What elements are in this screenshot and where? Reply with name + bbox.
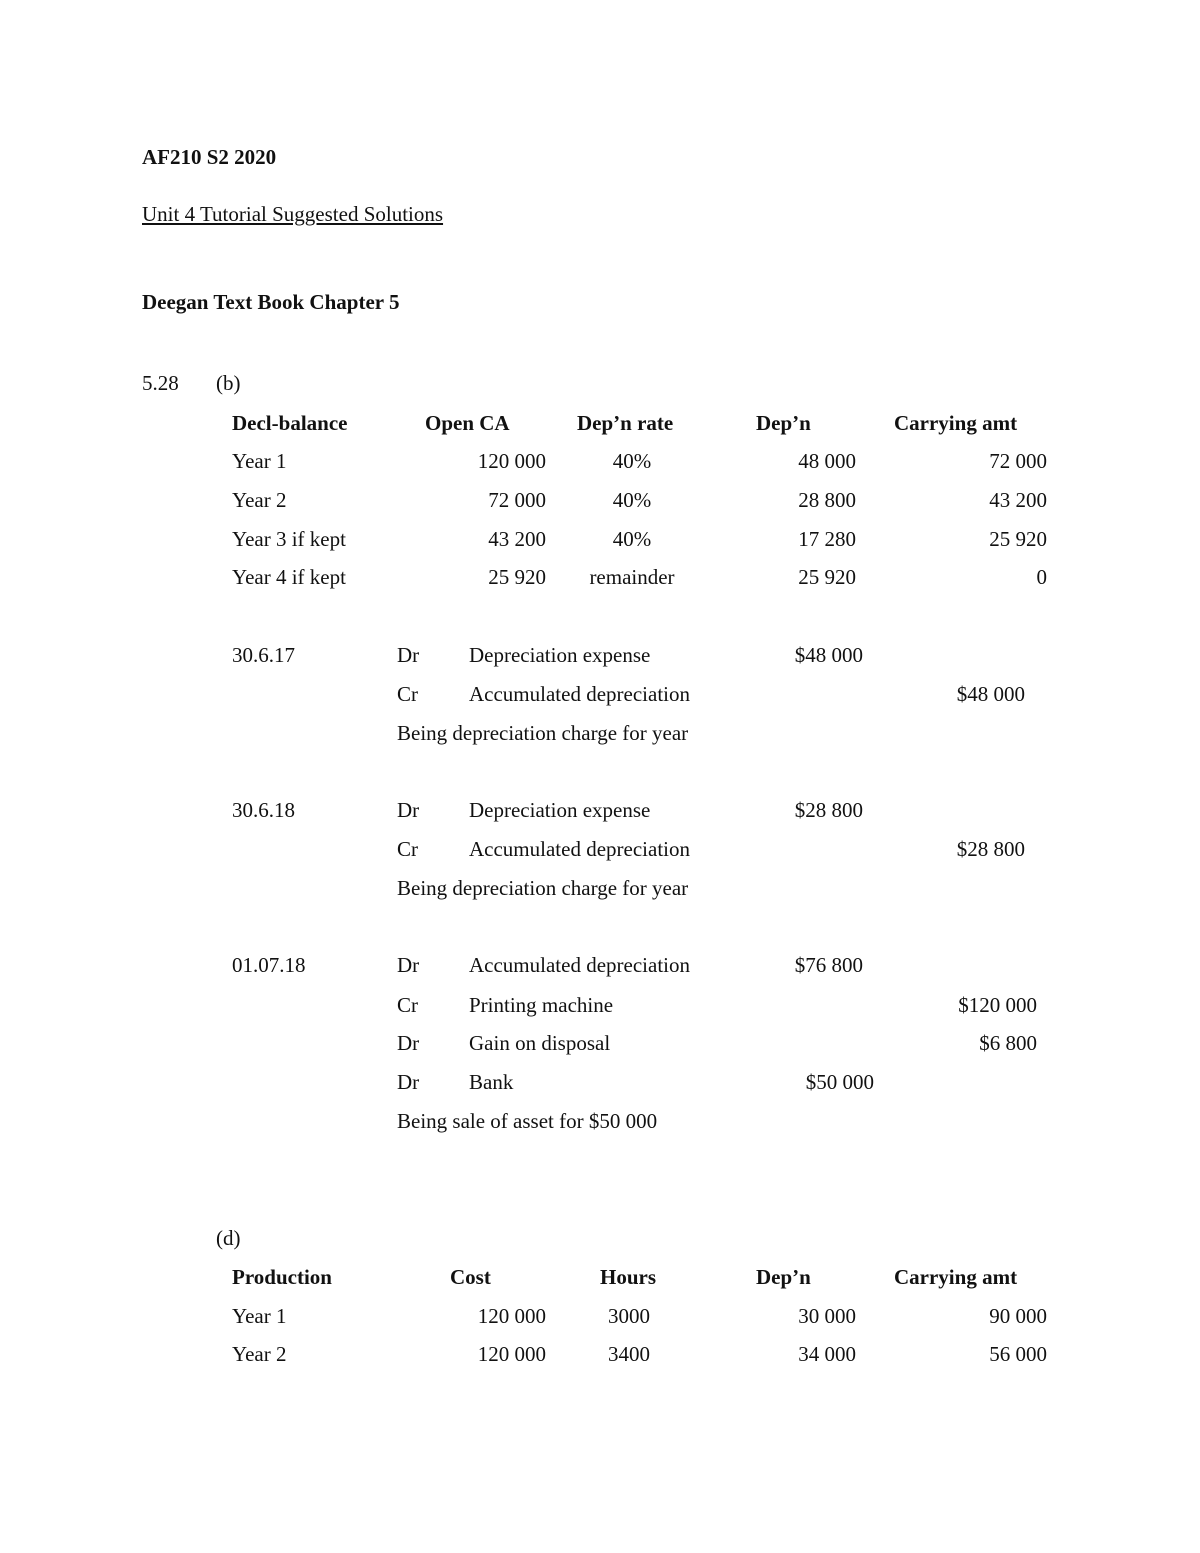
table-d-cell: Year 2 [232,1342,287,1366]
table-b-cell: 43 200 [488,527,546,551]
table-d-cell: Year 1 [232,1304,287,1328]
table-b-cell: 40% [612,449,652,473]
journal-account: Accumulated depreciation [469,682,690,706]
table-b-cell: 40% [612,488,652,512]
journal-account: Printing machine [469,993,614,1017]
table-b-header-carrying: Carrying amt [894,411,1018,435]
table-d-header-hours: Hours [600,1265,657,1289]
journal-account: Accumulated depreciation [469,837,690,861]
journal-side: Cr [397,993,418,1017]
journal-side: Dr [397,1070,420,1094]
table-b-cell: 28 800 [798,488,856,512]
chapter-heading: Deegan Text Book Chapter 5 [142,290,400,314]
part-b-label: (b) [216,371,241,395]
part-d-label: (d) [216,1226,241,1250]
table-b-cell: Year 4 if kept [232,565,346,589]
table-b-cell: 72 000 [989,449,1047,473]
journal-narration: Being sale of asset for $50 000 [397,1109,658,1133]
table-b-cell: 120 000 [477,449,546,473]
table-d-cell: 120 000 [477,1342,546,1366]
journal-debit: $76 800 [794,953,863,977]
table-d-cell: 3400 [608,1342,650,1366]
journal-narration: Being depreciation charge for year [397,721,689,745]
table-d-cell: 56 000 [989,1342,1047,1366]
table-d-cell: 120 000 [477,1304,546,1328]
journal-credit: $120 000 [958,993,1037,1017]
table-b-cell: 25 920 [989,527,1047,551]
table-b-header-open-ca: Open CA [425,411,510,435]
journal-account: Gain on disposal [469,1031,611,1055]
table-d-header-depn: Dep’n [756,1265,811,1289]
journal-account: Accumulated depreciation [469,953,690,977]
journal-debit: $48 000 [794,643,863,667]
table-b-cell: 25 920 [488,565,546,589]
table-d-header-cost: Cost [450,1265,491,1289]
journal-date: 01.07.18 [232,953,306,977]
document-subtitle: Unit 4 Tutorial Suggested Solutions [142,202,444,226]
table-b-cell: 43 200 [989,488,1047,512]
table-d-cell: 30 000 [798,1304,856,1328]
journal-side: Dr [397,1031,420,1055]
document-title: AF210 S2 2020 [142,145,277,169]
journal-side: Dr [397,953,420,977]
table-b-header-rate: Dep’n rate [577,411,674,435]
table-d-header-method: Production [232,1265,332,1289]
table-b-cell: 0 [1036,565,1047,589]
table-b-cell: Year 1 [232,449,287,473]
journal-date: 30.6.18 [232,798,295,822]
table-b-cell: 48 000 [798,449,856,473]
journal-debit: $28 800 [794,798,863,822]
table-b-cell: 25 920 [798,565,856,589]
journal-narration: Being depreciation charge for year [397,876,689,900]
table-d-cell: 3000 [608,1304,650,1328]
journal-side: Dr [397,798,420,822]
table-d-cell: 90 000 [989,1304,1047,1328]
journal-side: Dr [397,643,420,667]
table-b-header-depn: Dep’n [756,411,811,435]
table-b-cell: 17 280 [798,527,856,551]
journal-credit: $28 800 [956,837,1025,861]
table-b-cell: Year 2 [232,488,287,512]
question-number: 5.28 [142,371,179,395]
table-b-cell: 40% [612,527,652,551]
journal-debit: $50 000 [805,1070,874,1094]
journal-account: Depreciation expense [469,798,651,822]
table-d-cell: 34 000 [798,1342,856,1366]
journal-side: Cr [397,837,418,861]
journal-account: Bank [469,1070,514,1094]
table-d-header-carrying: Carrying amt [894,1265,1018,1289]
journal-credit: $6 800 [979,1031,1037,1055]
table-b-cell: Year 3 if kept [232,527,346,551]
table-b-cell: remainder [589,565,675,589]
journal-credit: $48 000 [956,682,1025,706]
journal-account: Depreciation expense [469,643,651,667]
journal-side: Cr [397,682,418,706]
journal-date: 30.6.17 [232,643,295,667]
table-b-cell: 72 000 [488,488,546,512]
table-b-header-method: Decl-balance [232,411,348,435]
